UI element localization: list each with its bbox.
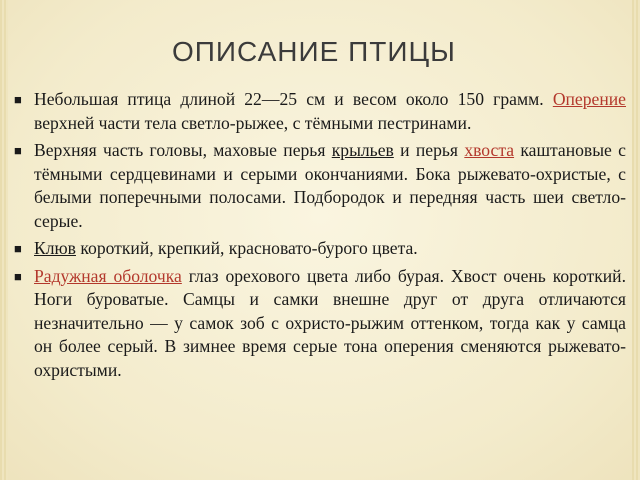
link-beak[interactable]: Клюв <box>34 238 76 258</box>
bullet-text: Верхняя часть головы, маховые перья крыльев и перья хвоста каштановые с тёмными сердцевинами и серыми окончаниями. Бока рыжевато-охристые, с белыми поперечными полосами. Подбородок и передняя часть шеи светло-серые. <box>34 140 626 231</box>
bullet-item-1 <box>14 88 626 135</box>
slide-title: ОПИСАНИЕ ПТИЦЫ <box>172 36 456 67</box>
left-decor-band <box>0 0 8 480</box>
right-decor-band <box>632 0 640 480</box>
link-plumage[interactable]: Оперение <box>552 89 626 109</box>
bullet-square-icon: ■ <box>14 241 22 256</box>
bullet-item-4 <box>14 265 626 383</box>
link-wings[interactable]: крыльев <box>331 140 394 160</box>
bullet-text: Клюв короткий, крепкий, красновато-бурого цвета. <box>34 238 418 258</box>
bullet-square-icon: ■ <box>14 143 22 158</box>
bullet-square-icon: ■ <box>14 268 22 284</box>
bullet-square-icon: ■ <box>14 92 22 107</box>
bullet-list <box>14 88 626 386</box>
bullet-text: Небольшая птица длиной 22—25 см и весом около 150 грамм. Оперение верхней части тела светло-рыжее, с тёмными пестринами. <box>34 89 626 133</box>
bullet-text: Радужная оболочка глаз орехового цвета либо бурая. Хвост очень короткий. Ноги буроватые. Самцы и самки внешне друг от друга отличаются незначительно — у самок зоб с охристо-рыжим оттенком, тогда как у самца он более серый. В зимнее время серые тона оперения сменяются рыжевато-охристыми. <box>34 265 626 380</box>
link-iris[interactable]: Радужная оболочка <box>34 265 182 286</box>
bullet-item-2 <box>14 139 626 233</box>
link-tail[interactable]: хвоста <box>464 140 515 160</box>
bullet-item-3 <box>14 237 626 261</box>
